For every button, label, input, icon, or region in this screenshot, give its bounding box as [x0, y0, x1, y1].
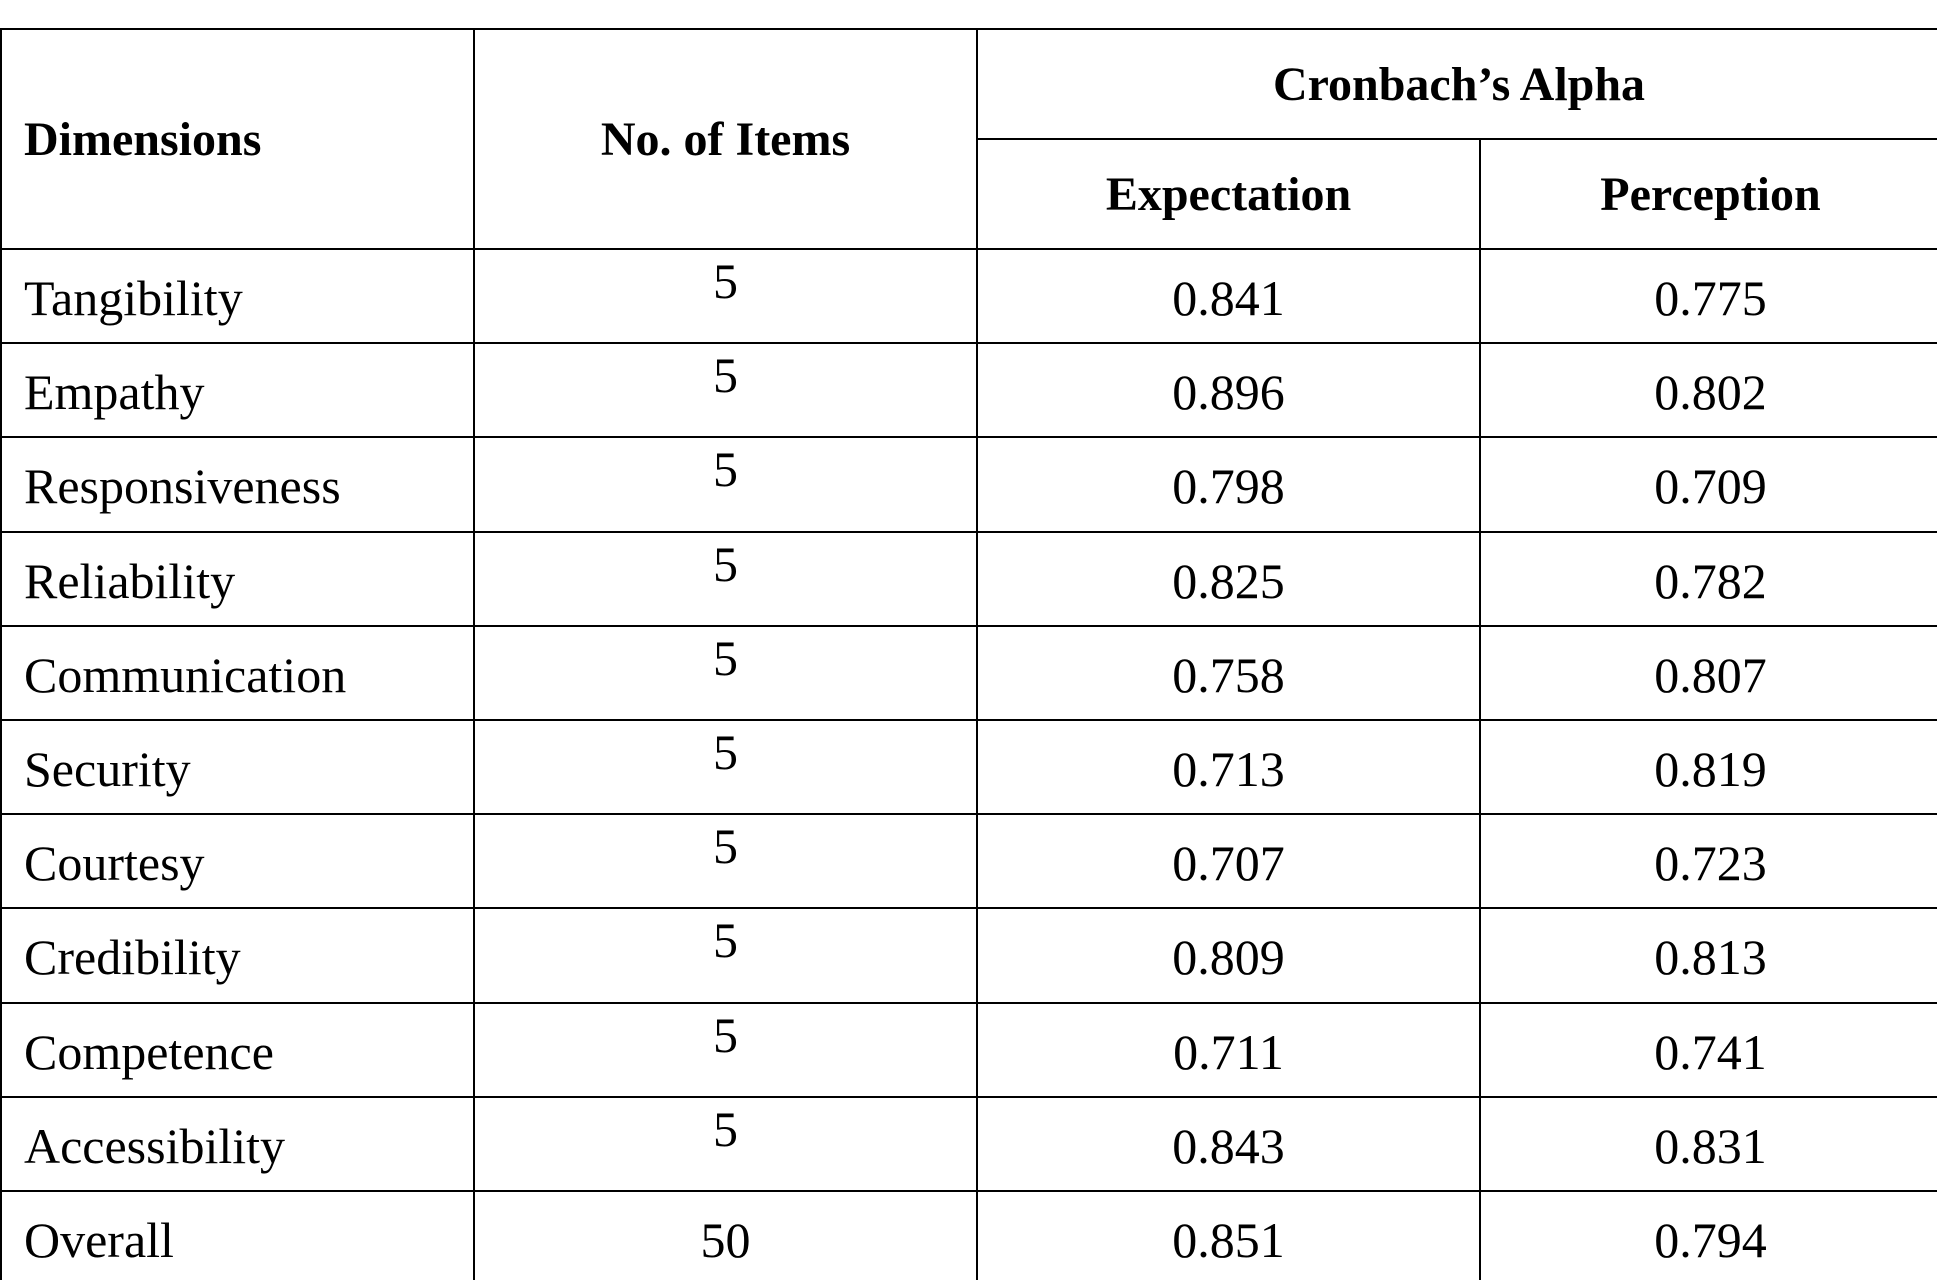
cell-dimension: Security — [1, 720, 474, 814]
header-expectation: Expectation — [977, 139, 1480, 249]
cell-dimension: Responsiveness — [1, 437, 474, 531]
table-row — [1, 1003, 1937, 1097]
cell-dimension: Credibility — [1, 908, 474, 1002]
cell-items: 5 — [474, 249, 977, 343]
cell-expectation: 0.896 — [977, 343, 1480, 437]
table-row — [1, 814, 1937, 908]
cell-perception: 0.819 — [1480, 720, 1937, 814]
cell-expectation: 0.841 — [977, 249, 1480, 343]
table-row — [1, 908, 1937, 1002]
table-body — [1, 249, 1937, 1280]
cell-expectation: 0.809 — [977, 908, 1480, 1002]
cell-perception: 0.723 — [1480, 814, 1937, 908]
cell-expectation: 0.713 — [977, 720, 1480, 814]
cell-dimension: Tangibility — [1, 249, 474, 343]
table-row — [1, 532, 1937, 626]
table-row — [1, 626, 1937, 720]
table-row-overall — [1, 1191, 1937, 1280]
cell-items: 5 — [474, 908, 977, 1002]
cell-perception: 0.802 — [1480, 343, 1937, 437]
cell-dimension: Overall — [1, 1191, 474, 1280]
cell-expectation: 0.711 — [977, 1003, 1480, 1097]
header-dimensions: Dimensions — [1, 29, 474, 249]
cell-dimension: Courtesy — [1, 814, 474, 908]
cell-expectation: 0.843 — [977, 1097, 1480, 1191]
cell-perception: 0.775 — [1480, 249, 1937, 343]
table-row — [1, 249, 1937, 343]
table-row — [1, 343, 1937, 437]
header-row-top — [1, 29, 1937, 139]
cell-items: 5 — [474, 343, 977, 437]
header-cronbachs-alpha: Cronbach’s Alpha — [977, 29, 1937, 139]
table-row — [1, 1097, 1937, 1191]
cell-expectation: 0.851 — [977, 1191, 1480, 1280]
cell-items: 5 — [474, 626, 977, 720]
cell-perception: 0.782 — [1480, 532, 1937, 626]
cell-expectation: 0.758 — [977, 626, 1480, 720]
header-perception: Perception — [1480, 139, 1937, 249]
cell-dimension: Communication — [1, 626, 474, 720]
cell-items: 5 — [474, 720, 977, 814]
cell-perception: 0.813 — [1480, 908, 1937, 1002]
cell-perception: 0.807 — [1480, 626, 1937, 720]
header-no-of-items: No. of Items — [474, 29, 977, 249]
cell-dimension: Accessibility — [1, 1097, 474, 1191]
cell-perception: 0.831 — [1480, 1097, 1937, 1191]
reliability-table — [0, 28, 1937, 1280]
cell-items: 5 — [474, 532, 977, 626]
cell-perception: 0.794 — [1480, 1191, 1937, 1280]
table-row — [1, 437, 1937, 531]
table-row — [1, 720, 1937, 814]
cell-dimension: Empathy — [1, 343, 474, 437]
cell-expectation: 0.798 — [977, 437, 1480, 531]
cell-dimension: Competence — [1, 1003, 474, 1097]
cell-dimension: Reliability — [1, 532, 474, 626]
cell-expectation: 0.707 — [977, 814, 1480, 908]
cell-perception: 0.709 — [1480, 437, 1937, 531]
cell-items: 5 — [474, 1003, 977, 1097]
table-header — [1, 29, 1937, 249]
cell-items: 50 — [474, 1191, 977, 1280]
cell-items: 5 — [474, 437, 977, 531]
cell-items: 5 — [474, 1097, 977, 1191]
cell-expectation: 0.825 — [977, 532, 1480, 626]
cell-items: 5 — [474, 814, 977, 908]
cell-perception: 0.741 — [1480, 1003, 1937, 1097]
